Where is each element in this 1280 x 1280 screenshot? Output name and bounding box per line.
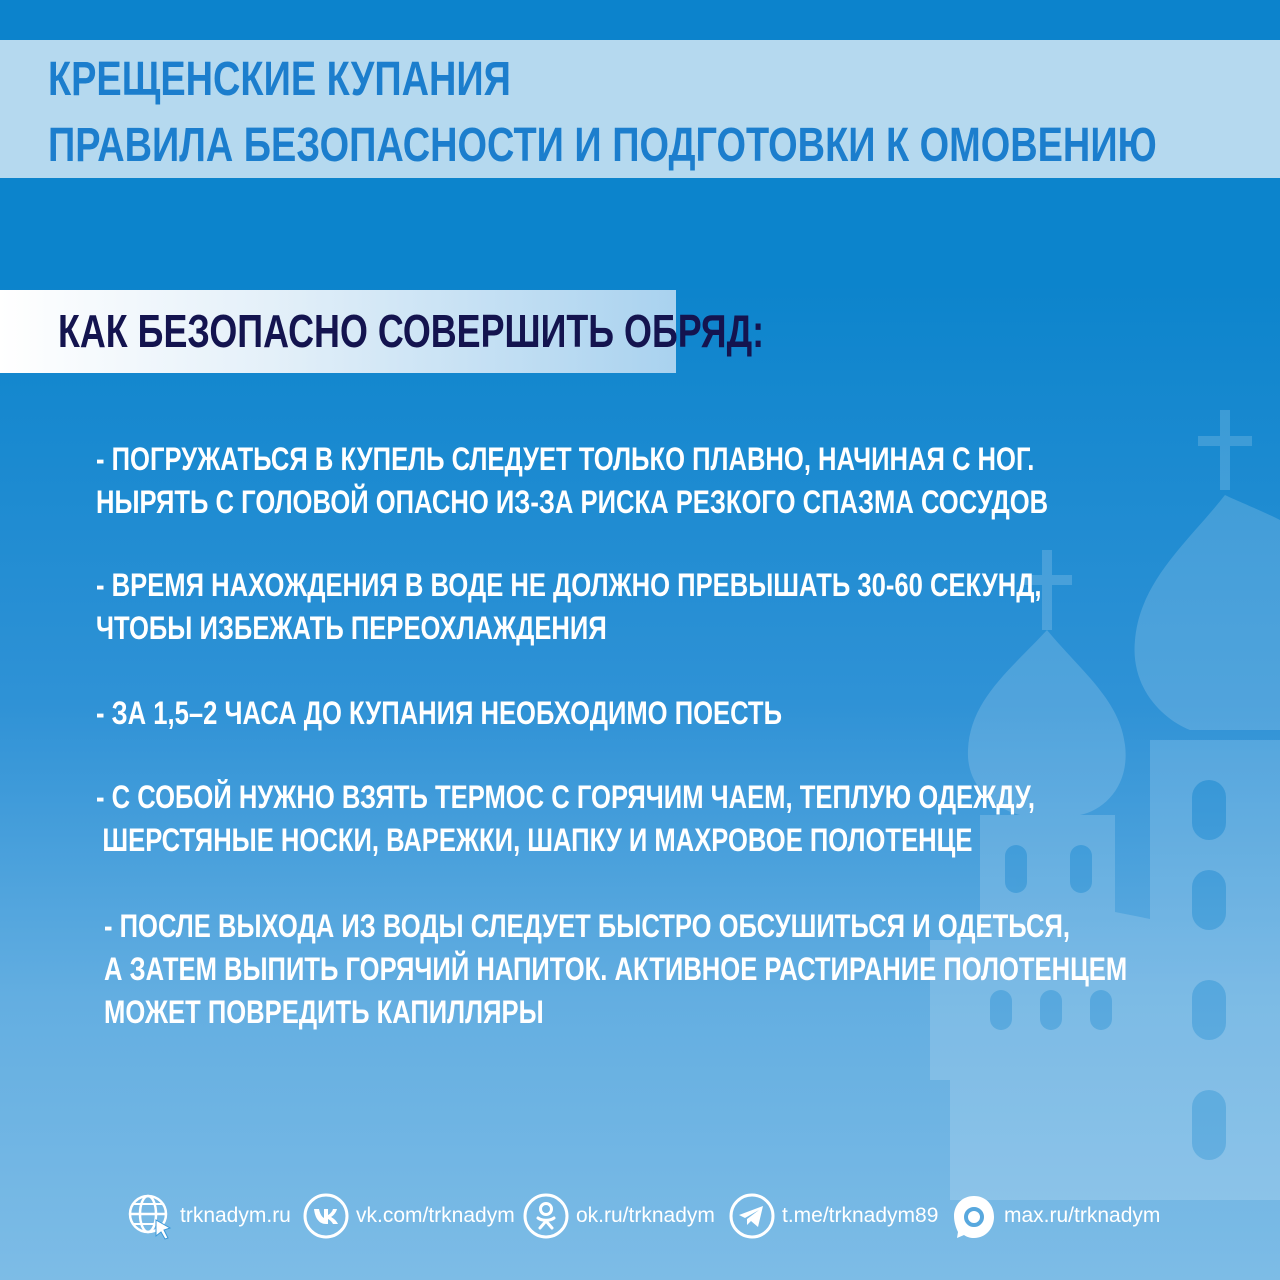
page-title: КРЕЩЕНСКИЕ КУПАНИЯ [48, 53, 511, 106]
social-label: max.ru/trknadym [1004, 1204, 1161, 1227]
rule-item [96, 776, 1035, 862]
max-icon [950, 1192, 998, 1240]
link-max[interactable] [950, 1190, 1160, 1242]
globe-icon [126, 1192, 174, 1240]
rule-line: - ЗА 1,5–2 ЧАСА ДО КУПАНИЯ НЕОБХОДИМО ПОЕСТЬ [96, 695, 782, 731]
rule-line: - ПОСЛЕ ВЫХОДА ИЗ ВОДЫ СЛЕДУЕТ БЫСТРО ОБСУШИТЬСЯ И ОДЕТЬСЯ, [104, 908, 1070, 944]
social-label: t.me/trknadym89 [782, 1204, 939, 1227]
odnoklassniki-icon [522, 1192, 570, 1240]
link-website[interactable] [126, 1190, 291, 1242]
page-subtitle: ПРАВИЛА БЕЗОПАСНОСТИ И ПОДГОТОВКИ К ОМОВЕНИЮ [48, 119, 1157, 172]
link-vk[interactable] [302, 1190, 515, 1242]
rule-line: - С СОБОЙ НУЖНО ВЗЯТЬ ТЕРМОС С ГОРЯЧИМ ЧАЕМ, ТЕПЛУЮ ОДЕЖДУ, [96, 779, 1035, 815]
rule-item [96, 564, 1042, 650]
rule-line: МОЖЕТ ПОВРЕДИТЬ КАПИЛЛЯРЫ [104, 994, 544, 1030]
social-label: trknadym.ru [180, 1204, 291, 1227]
rule-line: НЫРЯТЬ С ГОЛОВОЙ ОПАСНО ИЗ-ЗА РИСКА РЕЗКОГО СПАЗМА СОСУДОВ [96, 484, 1049, 520]
link-telegram[interactable] [728, 1190, 938, 1242]
footer-links [0, 1190, 1280, 1246]
telegram-icon [728, 1192, 776, 1240]
rule-item [104, 905, 1127, 1034]
social-label: ok.ru/trknadym [576, 1204, 715, 1227]
vk-icon [302, 1192, 350, 1240]
social-label: vk.com/trknadym [356, 1204, 515, 1227]
rule-item [96, 438, 1048, 524]
section-heading: КАК БЕЗОПАСНО СОВЕРШИТЬ ОБРЯД: [58, 305, 765, 357]
rule-line: ЧТОБЫ ИЗБЕЖАТЬ ПЕРЕОХЛАЖДЕНИЯ [96, 610, 607, 646]
rule-line: А ЗАТЕМ ВЫПИТЬ ГОРЯЧИЙ НАПИТОК. АКТИВНОЕ РАСТИРАНИЕ ПОЛОТЕНЦЕМ [104, 951, 1128, 987]
rule-item [96, 692, 782, 735]
rule-line: - ВРЕМЯ НАХОЖДЕНИЯ В ВОДЕ НЕ ДОЛЖНО ПРЕВЫШАТЬ 30-60 СЕКУНД, [96, 567, 1042, 603]
link-odnoklassniki[interactable] [522, 1190, 715, 1242]
rule-line: - ПОГРУЖАТЬСЯ В КУПЕЛЬ СЛЕДУЕТ ТОЛЬКО ПЛАВНО, НАЧИНАЯ С НОГ. [96, 441, 1035, 477]
rule-line: ШЕРСТЯНЫЕ НОСКИ, ВАРЕЖКИ, ШАПКУ И МАХРОВОЕ ПОЛОТЕНЦЕ [102, 822, 973, 858]
